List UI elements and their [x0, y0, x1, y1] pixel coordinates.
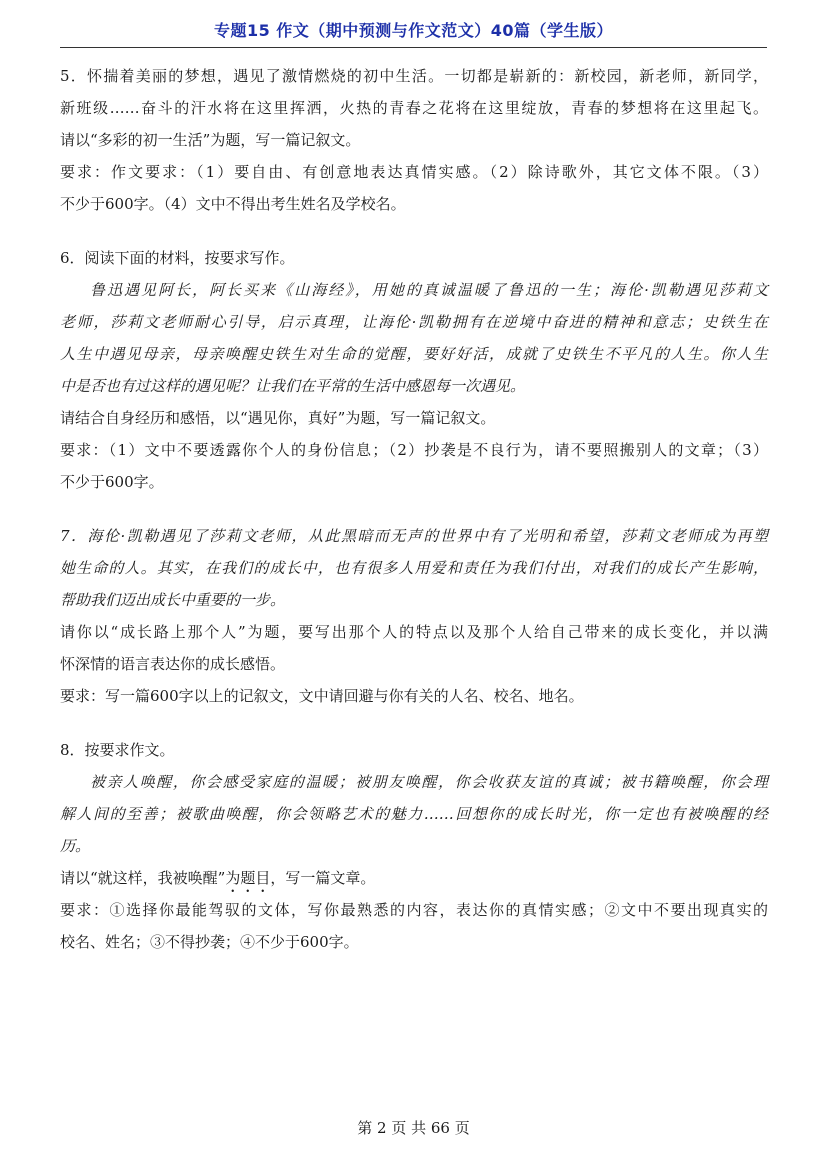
q8-requirements-cont: 校名、姓名；③不得抄袭；④不少于600字。 — [60, 933, 359, 951]
q5-requirements: 要求：作文要求：（1）要自由、有创意地表达真情实感。（2）除诗歌外，其它文体不限。（3） — [60, 163, 768, 181]
page-number: 第 2 页 共 66 页 — [357, 1119, 470, 1137]
q5-line-1: 5．怀揣着美丽的梦想，遇见了激情燃烧的初中生活。一切都是崭新的：新校园，新老师，新同学， — [60, 67, 768, 85]
q8-prompt-part-1: 请以“就这样，我被唤醒” — [60, 869, 226, 887]
q6-material-line-4: 中是否也有过这样的遇见呢？让我们在平常的生活中感恩每一次遇见。 — [60, 377, 526, 395]
q6-material-line-2: 老师，莎莉文老师耐心引导，启示真理，让海伦·凯勒拥有在逆境中奋进的精神和意志；史铁生在 — [60, 313, 768, 331]
page-content — [60, 60, 768, 958]
q5-prompt: 请以“多彩的初一生活”为题，写一篇记叙文。 — [60, 131, 361, 149]
header-divider — [60, 47, 767, 48]
q6-requirements-cont: 不少于600字。 — [60, 473, 164, 491]
q8-prompt — [60, 862, 768, 894]
q7-prompt: 请你以“成长路上那个人”为题，要写出那个人的特点以及那个人给自己带来的成长变化，并以满 — [60, 623, 768, 641]
q7-requirements: 要求：写一篇600字以上的记叙文，文中请回避与你有关的人名、校名、地名。 — [60, 687, 584, 705]
q6-prompt: 请结合自身经历和感悟，以“遇见你，真好”为题，写一篇记叙文。 — [60, 409, 496, 427]
question-8 — [60, 734, 768, 958]
q8-requirements: 要求：①选择你最能驾驭的文体，写你最熟悉的内容，表达你的真情实感；②文中不要出现真实的 — [60, 901, 768, 919]
q5-requirements-cont: 不少于600字。（4）文中不得出考生姓名及学校名。 — [60, 195, 406, 213]
q6-material-line-3: 人生中遇见母亲，母亲唤醒史铁生对生命的觉醒，要好好活，成就了史铁生不平凡的人生。你人生 — [60, 345, 768, 363]
spacer — [60, 220, 768, 242]
q8-material-line-1: 被亲人唤醒，你会感受家庭的温暖；被朋友唤醒，你会收获友谊的真诚；被书籍唤醒，你会理 — [90, 773, 768, 791]
question-7 — [60, 520, 768, 712]
q8-prompt-emphasis: 为题目 — [225, 869, 271, 887]
q7-material-line-1: 7．海伦·凯勒遇见了莎莉文老师，从此黑暗而无声的世界中有了光明和希望，莎莉文老师成为再塑 — [60, 527, 768, 545]
question-6 — [60, 242, 768, 498]
question-5 — [60, 60, 768, 220]
q6-heading: 6．阅读下面的材料，按要求写作。 — [60, 249, 295, 267]
q7-prompt-cont: 怀深情的语言表达你的成长感悟。 — [60, 655, 286, 673]
q7-material-line-3: 帮助我们迈出成长中重要的一步。 — [60, 591, 286, 609]
q7-material-line-2: 她生命的人。其实，在我们的成长中，也有很多人用爱和责任为我们付出，对我们的成长产生影响， — [60, 559, 768, 577]
q8-material-line-3: 历。 — [60, 837, 91, 855]
q8-material-line-2: 解人间的至善；被歌曲唤醒，你会领略艺术的魅力……回想你的成长时光，你一定也有被唤醒的经 — [60, 805, 768, 823]
spacer — [60, 712, 768, 734]
q8-prompt-part-3: ，写一篇文章。 — [270, 869, 376, 887]
spacer — [60, 498, 768, 520]
q8-heading: 8．按要求作文。 — [60, 741, 175, 759]
q6-material-line-1: 鲁迅遇见阿长，阿长买来《山海经》，用她的真诚温暖了鲁迅的一生；海伦·凯勒遇见莎莉文 — [90, 281, 768, 299]
q6-requirements: 要求：（1）文中不要透露你个人的身份信息；（2）抄袭是不良行为，请不要照搬别人的文章；（3） — [60, 441, 768, 459]
q5-line-2: 新班级……奋斗的汗水将在这里挥洒，火热的青春之花将在这里绽放，青春的梦想将在这里起飞。 — [60, 99, 768, 117]
page-header-title: 专题15 作文（期中预测与作文范文）40篇（学生版） — [213, 21, 614, 40]
